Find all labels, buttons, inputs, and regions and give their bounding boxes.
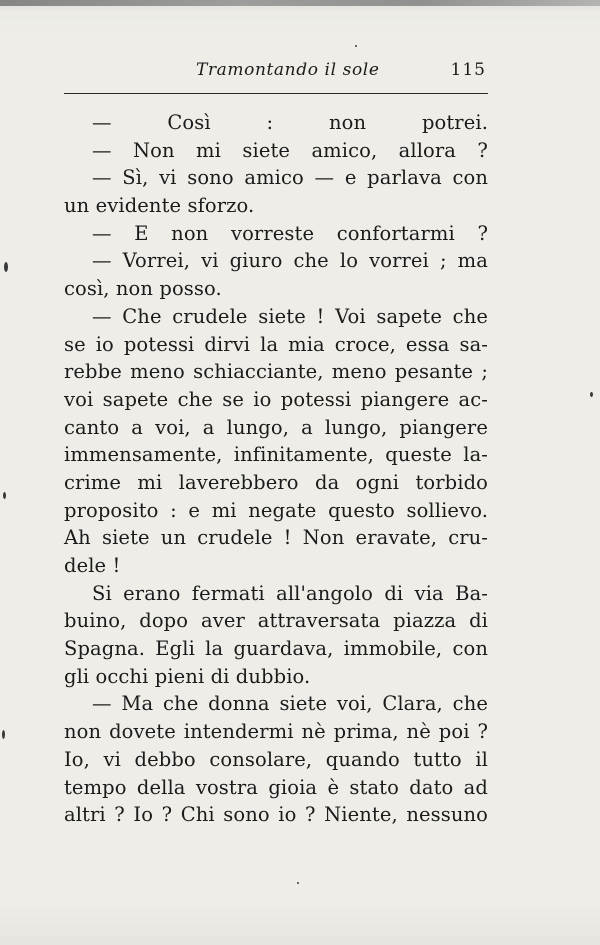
- text-line: — E non vorreste confortarmi ?: [92, 221, 488, 245]
- running-title: Tramontando il sole: [196, 60, 380, 80]
- text-line: voi sapete che se io potessi piangere ac-: [64, 387, 488, 411]
- text-line: canto a voi, a lungo, a lungo, piangere: [64, 415, 488, 439]
- text-line: — Vorrei, vi giuro che lo vorrei ; ma: [92, 249, 488, 273]
- page-header: [64, 60, 488, 90]
- text-line: rebbe meno schiacciante, meno pesante ;: [64, 360, 488, 384]
- body-text: [64, 109, 488, 829]
- text-line: gli occhi pieni di dubbio.: [64, 664, 311, 688]
- text-line: Io, vi debbo consolare, quando tutto il: [64, 747, 488, 771]
- text-line: crime mi laverebbero da ogni torbido: [64, 470, 488, 494]
- text-line: così, non posso.: [64, 277, 222, 301]
- print-speck: [2, 730, 5, 739]
- page-top-edge: [0, 0, 600, 6]
- print-speck: [355, 45, 357, 47]
- print-speck: [297, 882, 299, 884]
- print-speck: [4, 262, 8, 272]
- text-line: — Ma che donna siete voi, Clara, che: [92, 692, 488, 716]
- header-rule: [64, 93, 488, 94]
- text-line: non dovete intendermi nè prima, nè poi ?: [64, 720, 488, 744]
- text-line: — Che crudele siete ! Voi sapete che: [92, 304, 488, 328]
- print-speck: [3, 492, 6, 499]
- text-line: Si erano fermati all'angolo di via Ba-: [92, 581, 488, 605]
- text-line: Spagna. Egli la guardava, immobile, con: [64, 637, 488, 661]
- text-line: proposito : e mi negate questo sollievo.: [64, 498, 488, 522]
- text-line: tempo della vostra gioia è stato dato ad: [64, 775, 488, 799]
- text-line: — Così : non potrei.: [92, 111, 488, 134]
- text-line: dele !: [64, 554, 121, 577]
- text-line: — Sì, vi sono amico — e parlava con: [92, 166, 488, 190]
- text-line: — Non mi siete amico, allora ?: [92, 138, 488, 162]
- page-number: 115: [450, 60, 486, 80]
- text-line: immensamente, infinitamente, queste la-: [64, 443, 488, 467]
- text-line: un evidente sforzo.: [64, 194, 255, 218]
- print-speck: [590, 392, 593, 397]
- text-line: se io potessi dirvi la mia croce, essa sa-: [64, 332, 488, 356]
- text-line: Ah siete un crudele ! Non eravate, cru-: [64, 526, 488, 550]
- text-line: buino, dopo aver attraversata piazza di: [64, 609, 488, 633]
- text-line: altri ? Io ? Chi sono io ? Niente, nessuno: [64, 803, 488, 827]
